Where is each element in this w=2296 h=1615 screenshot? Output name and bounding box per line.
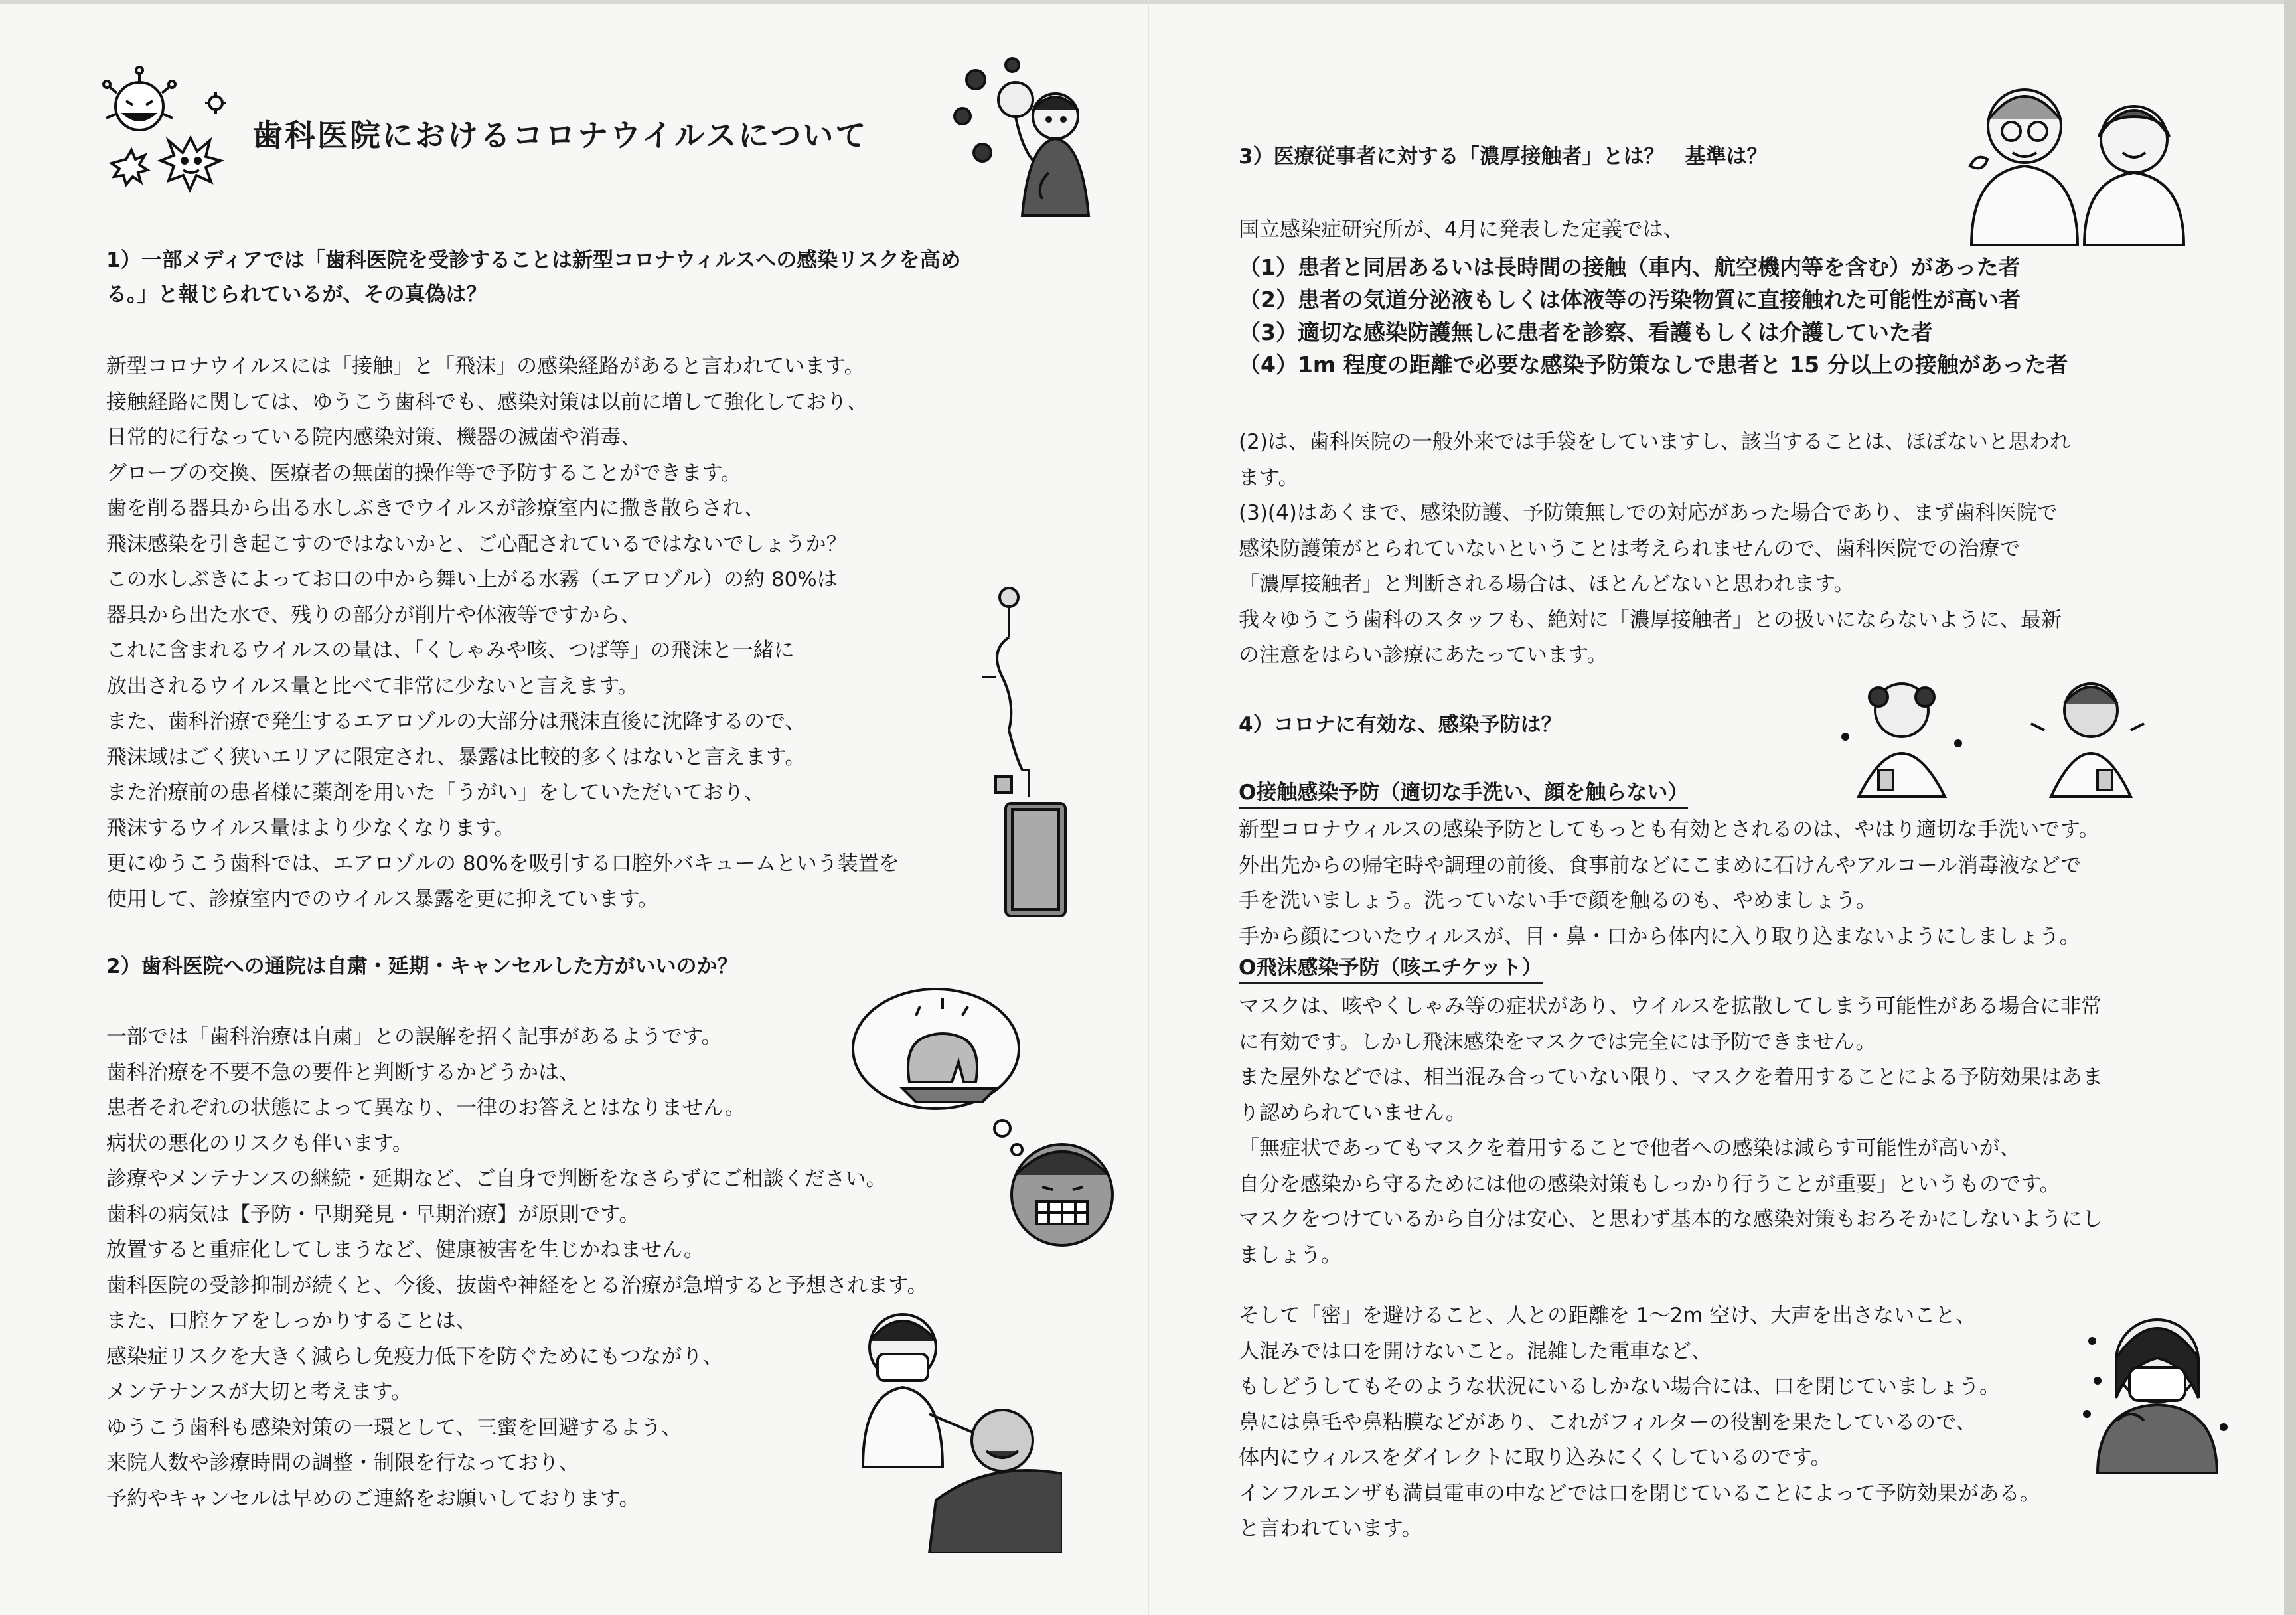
section1-heading-line: る。」と報じられているが、その真偽は？ [106, 283, 487, 307]
body-line: ます。 [1239, 465, 1299, 490]
body-line: 体内にウィルスをダイレクトに取り込みにくくしているのです。 [1239, 1446, 1831, 1470]
body-line: 歯科治療を不要不急の要件と判断するかどうかは、 [106, 1060, 579, 1085]
body-line: 来院人数や診療時間の調整・制限を行なっており、 [106, 1451, 579, 1475]
page-fold [1148, 0, 1149, 1615]
section1-heading-line: 1）一部メディアでは「歯科医院を受診することは新型コロナウィルスへの感染リスクを高め [106, 248, 961, 272]
body-line: マスクをつけているから自分は安心、と思わず基本的な感染対策もおろそかにしないようにし [1239, 1207, 2103, 1231]
section2-body [106, 1020, 928, 1517]
body-line: (2)は、歯科医院の一般外来では手袋をしていますし、該当することは、ほぼないと思われ [1239, 430, 2070, 454]
body-line: もしどうしてもそのような状況にいるしかない場合には、口を閉じていましょう。 [1239, 1375, 2000, 1399]
body-line: また治療前の患者様に薬剤を用いた「うがい」をしていただいており、 [106, 781, 765, 805]
body-line: 患者それぞれの状態によって異なり、一律のお答えとはなりません。 [106, 1096, 745, 1120]
body-line: 一部では「歯科治療は自粛」との誤解を招く記事があるようです。 [106, 1025, 722, 1049]
body-line: 放出されるウイルス量と比べて非常に少ないと言えます。 [106, 674, 639, 698]
body-line: 歯科医院の受診抑制が続くと、今後、抜歯や神経をとる治療が急増すると予想されます。 [106, 1273, 928, 1298]
body-line: 「濃厚接触者」と判断される場合は、ほとんどないと思われます。 [1239, 572, 1855, 596]
section1-heading [106, 243, 961, 312]
body-line: マスクは、咳やくしゃみ等の症状があり、ウイルスを拡散してしまう可能性がある場合に非常 [1239, 994, 2102, 1018]
droplet-prevention-body [1239, 989, 2103, 1273]
body-line: 接触経路に関しては、ゆうこう歯科でも、感染対策は以前に増して強化しており、 [106, 390, 868, 414]
section3-body [1239, 425, 2070, 674]
page-title: 歯科医院におけるコロナウイルスについて [252, 117, 868, 153]
body-line: 新型コロナウイルスには「接触」と「飛沫」の感染経路があると言われています。 [106, 354, 865, 378]
body-line: 自分を感染から守るためには他の感染対策もしっかり行うことが重要」というものです。 [1239, 1172, 2060, 1196]
masked-person-coughing-illustration [2078, 1301, 2237, 1474]
body-line: の注意をはらい診療にあたっています。 [1239, 643, 1608, 667]
body-line: 感染症リスクを大きく減らし免疫力低下を防ぐためにもつながり、 [106, 1344, 724, 1369]
criteria-item: （1）患者と同居あるいは長時間の接触（車内、航空機内等を含む）があった者 [1239, 254, 2021, 280]
toothache-thought-bubble-illustration [850, 982, 1128, 1248]
section1-body [106, 349, 899, 917]
page-right-edge [2284, 0, 2296, 1615]
body-line: 鼻には鼻毛や鼻粘膜などがあり、これがフィルターの役割を果たしているので、 [1239, 1410, 1977, 1434]
body-line: 飛沫感染を引き起こすのではないかと、ご心配されているではないでしょうか？ [106, 532, 847, 556]
body-line: ゆうこう歯科も感染対策の一環として、三蜜を回避するよう、 [106, 1415, 682, 1440]
body-line: 飛沫域はごく狭いエリアに限定され、暴露は比較的多くはないと言えます。 [106, 745, 806, 769]
body-line: 外出先からの帰宅時や調理の前後、食事前などにこまめに石けんやアルコール消毒液などで [1239, 853, 2082, 878]
body-line: (3)(4)はあくまで、感染防護、予防策無しでの対応があった場合であり、まず歯科医院で [1239, 501, 2058, 525]
body-line: ましょう。 [1239, 1243, 1341, 1267]
body-line: 「無症状であってもマスクを着用することで他者への感染は減らす可能性が高いが、 [1239, 1136, 2021, 1160]
body-line: 手を洗いましょう。洗っていない手で顔を触るのも、やめましょう。 [1239, 889, 1876, 913]
body-line: これに含まれるウイルスの量は、「くしゃみや咳、つば等」の飛沫と一緒に [106, 639, 795, 662]
body-line: 器具から出た水で、残りの部分が削片や体液等ですから、 [106, 603, 641, 627]
body-line: 予約やキャンセルは早めのご連絡をお願いしております。 [106, 1486, 640, 1511]
section3-heading: 3）医療従事者に対する「濃厚接触者」とは？ 基準は？ [1239, 145, 1768, 169]
section4-heading: 4）コロナに有効な、感染予防は？ [1239, 713, 1562, 737]
body-line: 病状の悪化のリスクも伴います。 [106, 1131, 413, 1156]
dentist-treating-patient-illustration [836, 1301, 1062, 1553]
body-line: 感染防護策がとられていないということは考えられませんので、歯科医院での治療で [1239, 536, 2021, 561]
body-line: また、歯科治療で発生するエアロゾルの大部分は飛沫直後に沈降するので、 [106, 710, 806, 733]
virus-cluster-illustration [100, 66, 246, 206]
body-line: メンテナンスが大切と考えます。 [106, 1380, 412, 1404]
person-fighting-virus-illustration [949, 53, 1102, 219]
body-line: 日常的に行なっている院内感染対策、機器の滅菌や消毒、 [106, 425, 641, 449]
body-line: 放置すると重症化してしまうなど、健康被害を生じかねません。 [106, 1238, 704, 1262]
criteria-item: （4）1m 程度の距離で必要な感染予防策なしで患者と 15 分以上の接触があった者 [1239, 352, 2068, 378]
extraoral-vacuum-device-illustration [969, 577, 1082, 923]
body-line: グローブの交換、医療者の無菌的操作等で予防することができます。 [106, 461, 741, 485]
section3-criteria-list [1239, 251, 2068, 381]
body-line: 更にゆうこう歯科では、エアロゾルの 80%を吸引する口腔外バキュームという装置を [106, 852, 899, 876]
children-handwashing-illustration [1832, 670, 2164, 810]
body-line: 使用して、診療室内でのウイルス暴露を更に抑えています。 [106, 887, 659, 911]
section2-heading: 2）歯科医院への通院は自粛・延期・キャンセルした方がいいのか？ [106, 955, 738, 978]
intro-line: 国立感染症研究所が、4月に発表した定義では、 [1239, 218, 1684, 242]
body-line: 我々ゆうこう歯科のスタッフも、絶対に「濃厚接触者」との扱いにならないように、最新 [1239, 607, 2062, 632]
body-line: インフルエンザも満員電車の中などでは口を閉じていることによって予防効果がある。 [1239, 1481, 2040, 1505]
body-line: また、口腔ケアをしっかりすることは、 [106, 1309, 477, 1333]
body-line: 新型コロナウィルスの感染予防としてもっとも有効とされるのは、やはり適切な手洗いです。 [1239, 818, 2100, 842]
body-line: 歯を削る器具から出る水しぶきでウイルスが診療室内に撒き散らされ、 [106, 497, 765, 520]
body-line: 人混みでは口を開けないこと。混雑した電車など、 [1239, 1339, 1712, 1363]
dental-staff-illustration [1958, 73, 2197, 246]
body-line: り認められていません。 [1239, 1101, 1466, 1125]
body-line: そして「密」を避けること、人との距離を 1～2m 空け、大声を出さないこと、 [1239, 1304, 1977, 1328]
body-line: 飛沫するウイルス量はより少なくなります。 [106, 816, 515, 840]
body-line: また屋外などでは、相当混み合っていない限り、マスクを着用することによる予防効果はあま [1239, 1065, 2103, 1089]
body-line: と言われています。 [1239, 1517, 1422, 1541]
closing-body [1239, 1298, 2040, 1547]
body-line: 歯科の病気は【予防・早期発見・早期治療】が原則です。 [106, 1202, 640, 1227]
droplet-prevention-heading: O飛沫感染予防（咳エチケット） [1239, 953, 1543, 984]
body-line: この水しぶきによってお口の中から舞い上がる水霧（エアロゾル）の約 80%は [106, 568, 838, 591]
section3-intro [1239, 212, 1684, 248]
body-line: に有効です。しかし飛沫感染をマスクでは完全には予防できません。 [1239, 1030, 1876, 1054]
body-line: 診療やメンテナンスの継続・延期など、ご自身で判断をなさらずにご相談ください。 [106, 1167, 887, 1191]
body-line: 手から顔についたウィルスが、目・鼻・口から体内に入り取り込まないようにしましょう。 [1239, 924, 2080, 949]
criteria-item: （2）患者の気道分泌液もしくは体液等の汚染物質に直接触れた可能性が高い者 [1239, 287, 2021, 313]
contact-prevention-body [1239, 812, 2100, 955]
contact-prevention-heading: O接触感染予防（適切な手洗い、顔を触らない） [1239, 778, 1688, 809]
criteria-item: （3）適切な感染防護無しに患者を診察、看護もしくは介護していた者 [1239, 319, 1933, 345]
